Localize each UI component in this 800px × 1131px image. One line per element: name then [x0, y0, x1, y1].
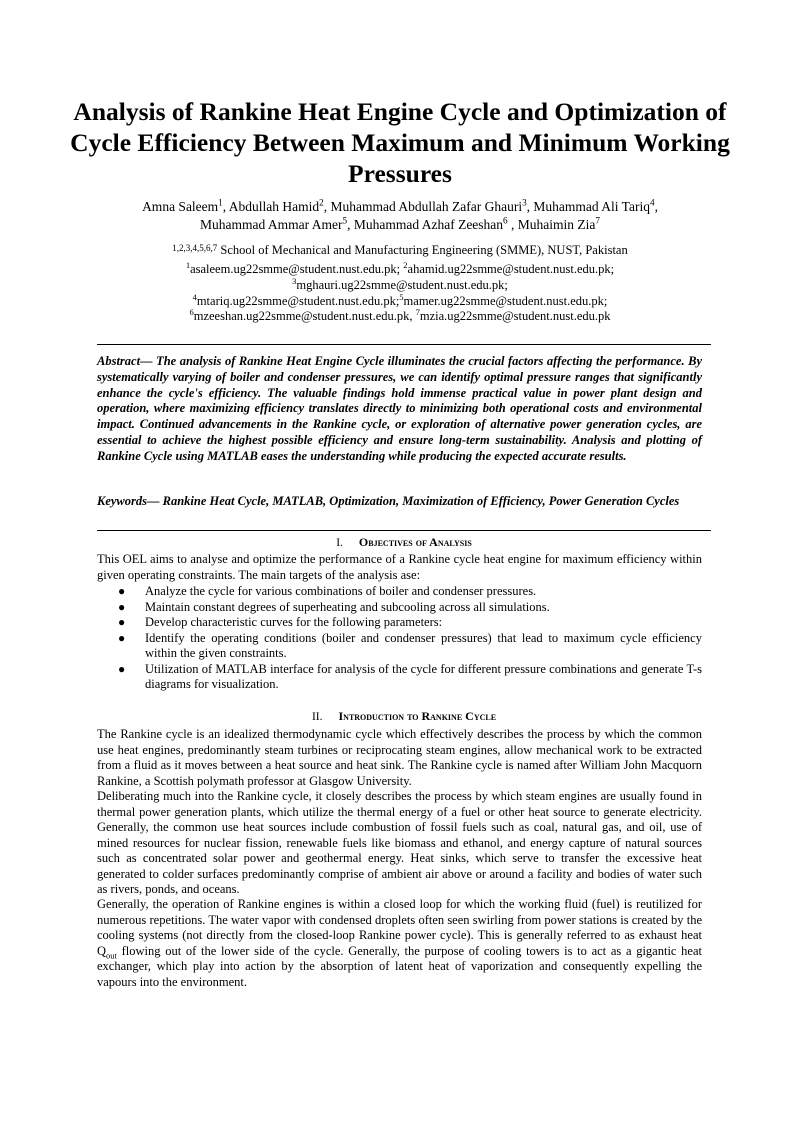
list-item — [97, 631, 702, 662]
intro-paragraph-1: The Rankine cycle is an idealized thermodynamic cycle which effectively describes the process by which the common use heat engines, predominantly steam turbines or reciprocating steam engines, allow mechanical work to be extracted from a fluid as it moves between a heat source and heat sink. The Rankine cycle is named after William John Macquorn Rankine, a Scottish polymath professor at Glasgow University. — [97, 727, 702, 788]
bullet-icon: ● — [118, 615, 126, 629]
author-sup: 1 — [218, 197, 223, 208]
list-item — [97, 662, 702, 693]
abstract-top-rule — [97, 344, 711, 345]
abstract-text: The analysis of Rankine Heat Engine Cycle illuminates the crucial factors affecting the performance. By systematically varying of boiler and condenser pressures, we can identify optimal pressure ranges that significantly enhance the cycle's efficiency. The valuable findings hold immense practical value in power plant design and operation, where maximizing efficiency translates directly to minimizing both operational costs and environmental impact. Continued advancements in the Rankine cycle, or exploration of alternative power generation cycles, are essential to achieve the highest possible efficiency and ensure long-term sustainability. Analysis and plotting of Rankine Cycle using MATLAB eases the understanding while producing the expected accurate results. — [97, 354, 703, 463]
author-name: Amna Saleem — [142, 199, 219, 214]
bullet-icon: ● — [118, 630, 126, 645]
author-name: Muhammad Ammar Amer — [200, 217, 343, 232]
bullet-icon: ● — [118, 599, 126, 614]
email-address: ahamid.ug22smme@student.nust.edu.pk; — [407, 262, 615, 276]
email-sup: 1 — [185, 259, 191, 270]
section-title: Introduction to Rankine Cycle — [338, 709, 497, 723]
subscript-out: out — [106, 950, 117, 960]
email-sup: 6 — [189, 307, 194, 318]
affiliation — [60, 240, 740, 258]
list-item-text: Develop characteristic curves for the following parameters: — [145, 615, 443, 629]
abstract — [97, 354, 702, 465]
author-name: Muhammad Azhaf Zeeshan — [353, 217, 504, 232]
list-item — [97, 584, 702, 600]
affiliation-numbers: 1,2,3,4,5,6,7 — [172, 243, 218, 253]
intro-paragraph-2: Deliberating much into the Rankine cycle, it closely describes the process by which steam engines are usually found in thermal power generation plants, which utilize the thermal energy of a fuel or other heat source to generate electricity. Generally, the common use heat sources include combustion of fossil fuels such as coal, natural gas, and oil, use of mined resources for nuclear fission, renewable fuels like biomass and ethanol, and energy capture of natural sources such as concentrated solar power and geothermal energy. Heat sinks, which serve to transfer the excessive heat generated to colder surfaces predominantly comprise of ambient air above or around a facility and bodies of water such as rivers, ponds, and oceans. — [97, 789, 702, 896]
author-name: Abdullah Hamid — [228, 199, 320, 214]
list-item-text: Identify the operating conditions (boiler and condenser pressures) that lead to maximum cycle efficiency within the given constraints. — [145, 630, 702, 660]
email-address: mtariq.ug22smme@student.nust.edu.pk; — [196, 293, 400, 308]
paragraph-text: Generally, the operation of Rankine engines is within a closed loop for which the working fluid (fuel) is reutilized for numerous repetitions. The water vapor with condensed droplets often seen swirling from power stations is created by the cooling systems (not directly from the closed-loop Rankine power cycle). This is generally referred to as exhaust heat Q — [97, 897, 702, 958]
author-sup: 3 — [522, 197, 527, 208]
abstract-label: Abstract— — [97, 354, 153, 368]
bullet-icon: ● — [118, 584, 126, 598]
email-sup: 7 — [415, 307, 420, 318]
author-sup: 5 — [342, 215, 348, 226]
keywords-label: Keywords— — [97, 494, 160, 508]
email-list — [60, 259, 740, 325]
keywords-bottom-rule — [97, 530, 711, 531]
author-name: Muhaimin Zia — [517, 217, 596, 232]
email-address: mzia.ug22smme@student.nust.edu.pk — [419, 309, 611, 324]
paragraph-text: flowing out of the lower side of the cycle. Generally, the purpose of cooling towers is to act as a gigantic heat exchanger, which play into action by the absorption of latent heat of vaporization and consequently expelling the vapours into the environment. — [97, 943, 702, 989]
author-sup: 2 — [319, 197, 324, 208]
author-sup: 4 — [649, 197, 655, 208]
email-sup: 5 — [399, 291, 404, 302]
list-item-text: Utilization of MATLAB interface for analysis of the cycle for different pressure combinations and generate T-s diagrams for visualization. — [145, 661, 702, 691]
author-sup: 6 — [503, 215, 508, 226]
email-address: mzeeshan.ug22smme@student.nust.edu.pk, — [193, 309, 413, 324]
author-name: Muhammad Abdullah Zafar Ghauri — [330, 199, 523, 214]
section-title: Objectives of Analysis — [358, 535, 472, 549]
author-sup: 7 — [595, 215, 600, 226]
keywords — [97, 494, 702, 510]
author-name: Muhammad Ali Tariq — [533, 199, 650, 214]
bullet-icon: ● — [118, 661, 126, 676]
email-address: asaleem.ug22smme@student.nust.edu.pk; — [190, 262, 401, 276]
email-sup: 3 — [292, 275, 297, 286]
email-address: mghauri.ug22smme@student.nust.edu.pk; — [296, 277, 508, 292]
affiliation-text: School of Mechanical and Manufacturing Engineering (SMME), NUST, Pakistan — [220, 243, 628, 257]
author-list: Amna Saleem$^1$, Abdullah Hamid$^2$, Muhammad Abdullah Zafar Ghauri$^3$, Muhammad Ali Tariq$^4$, Muhammad Ammar Amer$^5$, Muhammad Azhaf Zeeshan$^6$ , Muhaimin Zia$^7$ — [142, 197, 658, 232]
section-number: II. — [311, 711, 323, 723]
paper-title: Analysis of Rankine Heat Engine Cycle and Optimization of Cycle Efficiency Between Maximum and Minimum Working Pressures — [70, 97, 730, 188]
list-item-text: Analyze the cycle for various combinations of boiler and condenser pressures. — [145, 584, 537, 598]
email-sup: 4 — [192, 291, 197, 302]
list-item-text: Maintain constant degrees of superheating and subcooling across all simulations. — [145, 599, 550, 614]
section-heading-objectives — [97, 535, 711, 550]
objectives-intro: This OEL aims to analyse and optimize the performance of a Rankine cycle heat engine for maximum efficiency within given operating constraints. The main targets of the analysis ase: — [97, 552, 702, 582]
email-address: mamer.ug22smme@student.nust.edu.pk; — [403, 293, 608, 308]
intro-paragraph-3 — [97, 897, 702, 990]
email-sup: 2 — [403, 259, 408, 270]
keywords-text: Rankine Heat Cycle, MATLAB, Optimization, Maximization of Efficiency, Power Generation Cycles — [162, 494, 680, 508]
list-item — [97, 615, 702, 631]
section-heading-introduction — [97, 709, 711, 724]
list-item — [97, 600, 702, 616]
objectives-list — [97, 584, 702, 693]
section-number: I. — [336, 537, 343, 549]
